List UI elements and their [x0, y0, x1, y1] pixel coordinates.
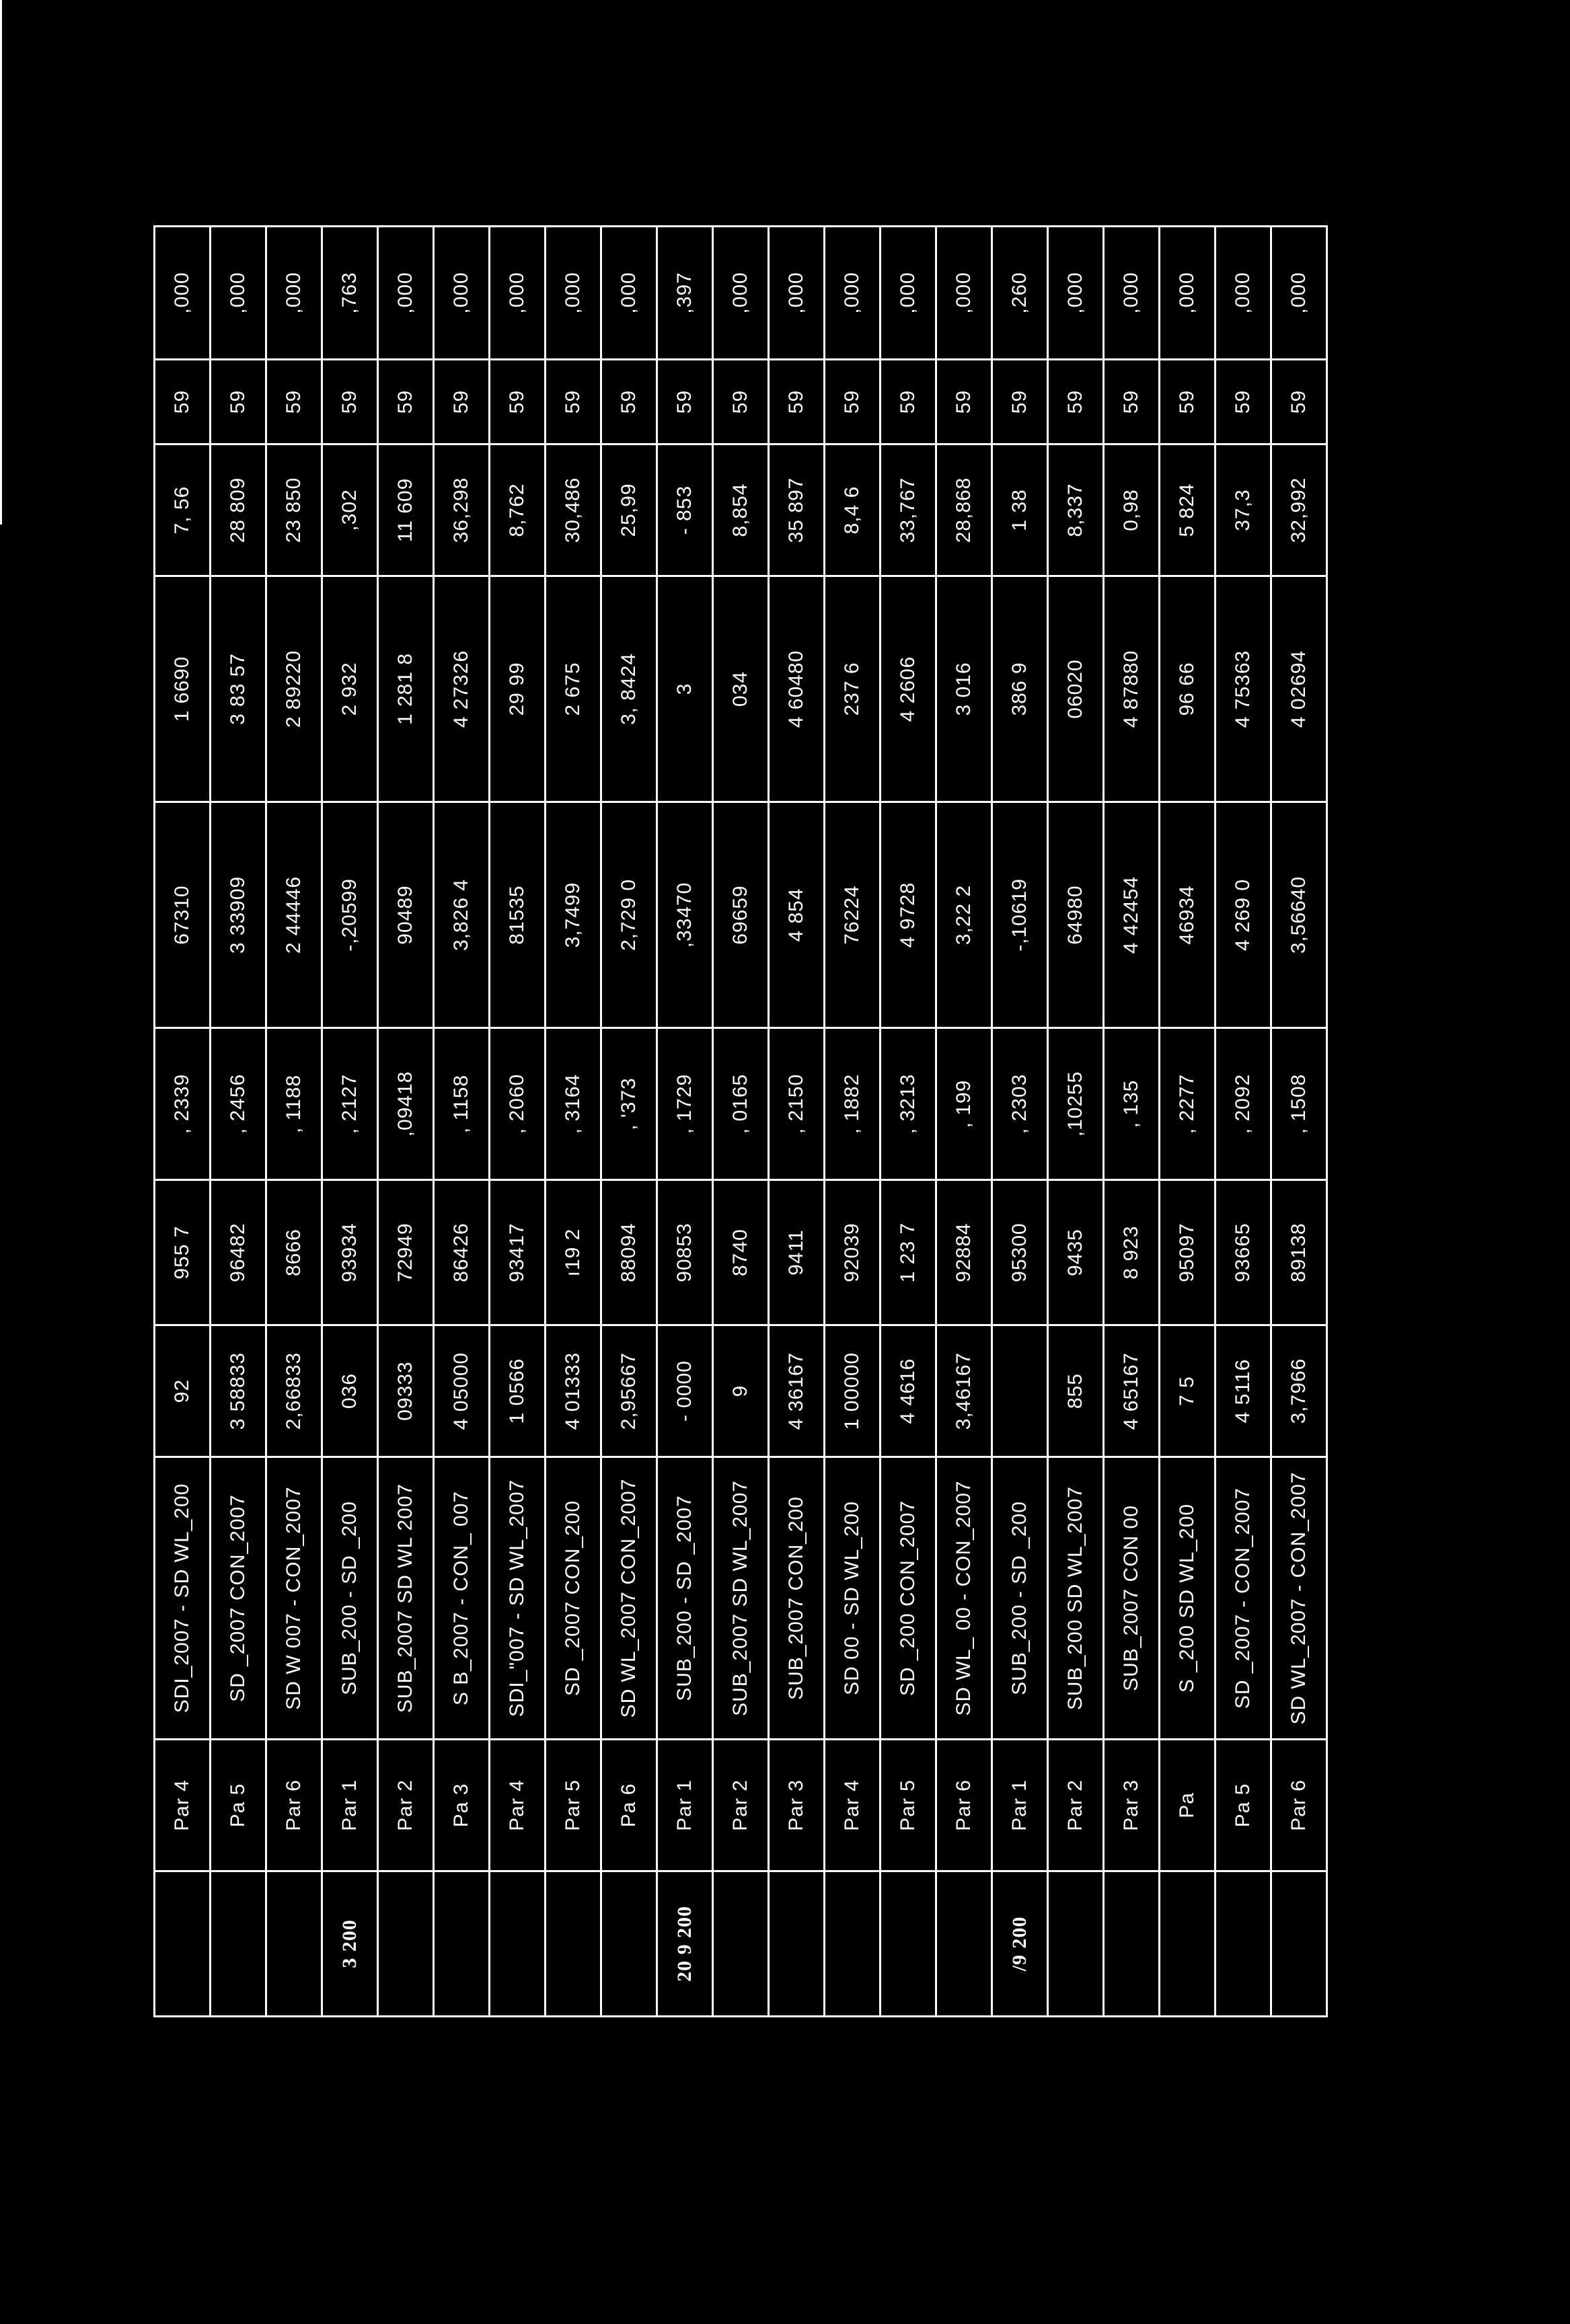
left-edge-line — [0, 0, 2, 525]
table-row — [155, 227, 211, 2017]
value-cell-1: 3,7966 — [1271, 1325, 1327, 1457]
value-cell-5: 2 675 — [546, 576, 601, 802]
comparison-cell: SD _2007 CON_2007 — [211, 1457, 266, 1740]
comparison-cell: SD W 007 - CON_2007 — [266, 1457, 322, 1740]
value-cell-6: 1 38 — [992, 444, 1048, 576]
value-cell-3: , 135 — [1104, 1028, 1160, 1180]
value-cell-4: 3,22 2 — [936, 802, 992, 1028]
comparison-cell: SD _2007 - CON_2007 — [1216, 1457, 1271, 1740]
value-cell-7: 59 — [769, 360, 825, 444]
value-cell-1: 2,95667 — [601, 1325, 657, 1457]
value-cell-3: , 2060 — [490, 1028, 546, 1180]
value-cell-8: ,000 — [1271, 227, 1327, 360]
value-cell-5: 29 99 — [490, 576, 546, 802]
value-cell-1: 855 — [1048, 1325, 1104, 1457]
value-cell-1: 2,66833 — [266, 1325, 322, 1457]
value-cell-3: , 1882 — [825, 1028, 881, 1180]
value-cell-2: 8740 — [713, 1180, 769, 1325]
value-cell-3: , 2456 — [211, 1028, 266, 1180]
value-cell-1: 4 4616 — [881, 1325, 936, 1457]
value-cell-7: 59 — [211, 360, 266, 444]
value-cell-2: 93417 — [490, 1180, 546, 1325]
value-cell-4: 76224 — [825, 802, 881, 1028]
value-cell-7: 59 — [1271, 360, 1327, 444]
value-cell-2: 86426 — [434, 1180, 490, 1325]
value-cell-1: 09333 — [378, 1325, 434, 1457]
date-cell: /9 200 — [992, 1871, 1048, 2017]
date-cell — [434, 1871, 490, 2017]
date-cell — [601, 1871, 657, 2017]
value-cell-6: ,302 — [322, 444, 378, 576]
value-cell-6: 0,98 — [1104, 444, 1160, 576]
value-cell-7: 59 — [266, 360, 322, 444]
value-cell-2: ı19 2 — [546, 1180, 601, 1325]
value-cell-7: 59 — [546, 360, 601, 444]
pair-cell: Par 5 — [881, 1740, 936, 1871]
value-cell-1: 4 36167 — [769, 1325, 825, 1457]
value-cell-2: 8666 — [266, 1180, 322, 1325]
value-cell-6: 33,767 — [881, 444, 936, 576]
pair-cell: Par 1 — [992, 1740, 1048, 1871]
value-cell-5: 386 9 — [992, 576, 1048, 802]
value-cell-2: 96482 — [211, 1180, 266, 1325]
value-cell-5: 4 60480 — [769, 576, 825, 802]
value-cell-4: 4 42454 — [1104, 802, 1160, 1028]
value-cell-5: 4 27326 — [434, 576, 490, 802]
value-cell-1: 7 5 — [1160, 1325, 1216, 1457]
value-cell-8: ,000 — [1048, 227, 1104, 360]
value-cell-6: 11 609 — [378, 444, 434, 576]
value-cell-8: ,000 — [490, 227, 546, 360]
pair-cell: Pa 5 — [1216, 1740, 1271, 1871]
value-cell-8: ,260 — [992, 227, 1048, 360]
value-cell-4: 3,56640 — [1271, 802, 1327, 1028]
value-cell-7: 59 — [936, 360, 992, 444]
value-cell-3: , 0165 — [713, 1028, 769, 1180]
table-row — [378, 227, 434, 2017]
comparison-cell: SUB_200 - SD _200 — [322, 1457, 378, 1740]
value-cell-4: 69659 — [713, 802, 769, 1028]
value-cell-1: 9 — [713, 1325, 769, 1457]
statistics-table — [153, 225, 1328, 2017]
date-cell — [1160, 1871, 1216, 2017]
date-cell — [936, 1871, 992, 2017]
value-cell-8: ,763 — [322, 227, 378, 360]
value-cell-1: 92 — [155, 1325, 211, 1457]
table-row — [546, 227, 601, 2017]
comparison-cell: SD WL_2007 CON_2007 — [601, 1457, 657, 1740]
value-cell-5: 237 6 — [825, 576, 881, 802]
pair-cell: Pa 5 — [211, 1740, 266, 1871]
table-row — [434, 227, 490, 2017]
value-cell-4: 4 9728 — [881, 802, 936, 1028]
value-cell-4: 2,729 0 — [601, 802, 657, 1028]
value-cell-7: 59 — [1048, 360, 1104, 444]
value-cell-4: 3,826 4 — [434, 802, 490, 1028]
value-cell-3: ,09418 — [378, 1028, 434, 1180]
pair-cell: Par 1 — [657, 1740, 713, 1871]
pair-cell: Par 3 — [769, 1740, 825, 1871]
pair-cell: Par 6 — [936, 1740, 992, 1871]
date-cell — [1104, 1871, 1160, 2017]
date-cell — [713, 1871, 769, 2017]
value-cell-8: ,000 — [881, 227, 936, 360]
date-cell: 3 200 — [322, 1871, 378, 2017]
pair-cell: Par 3 — [1104, 1740, 1160, 1871]
value-cell-3: , 3164 — [546, 1028, 601, 1180]
table-row — [1048, 227, 1104, 2017]
comparison-cell: SDI_"007 - SD WL_2007 — [490, 1457, 546, 1740]
pair-cell: Par 4 — [490, 1740, 546, 1871]
value-cell-3: , 1158 — [434, 1028, 490, 1180]
comparison-cell: SD _200 CON_2007 — [881, 1457, 936, 1740]
value-cell-5: 06020 — [1048, 576, 1104, 802]
value-cell-8: ,000 — [211, 227, 266, 360]
value-cell-4: 4 854 — [769, 802, 825, 1028]
value-cell-7: 59 — [1104, 360, 1160, 444]
value-cell-8: ,000 — [546, 227, 601, 360]
date-cell: 20 9 200 — [657, 1871, 713, 2017]
value-cell-4: 3,7499 — [546, 802, 601, 1028]
value-cell-4: 3 33909 — [211, 802, 266, 1028]
comparison-cell: S B_2007 - CON_ 007 — [434, 1457, 490, 1740]
value-cell-5: 1 6690 — [155, 576, 211, 802]
value-cell-4: -,20599 — [322, 802, 378, 1028]
pair-cell: Par 6 — [1271, 1740, 1327, 1871]
value-cell-8: ,000 — [601, 227, 657, 360]
value-cell-7: 59 — [490, 360, 546, 444]
value-cell-6: 30,486 — [546, 444, 601, 576]
comparison-cell: SD 00 - SD WL_200 — [825, 1457, 881, 1740]
value-cell-5: 3 — [657, 576, 713, 802]
rotated-table-container — [153, 227, 1310, 2017]
table-row — [601, 227, 657, 2017]
table-row — [657, 227, 713, 2017]
value-cell-4: 4 269 0 — [1216, 802, 1271, 1028]
value-cell-4: 64980 — [1048, 802, 1104, 1028]
value-cell-3: , 1729 — [657, 1028, 713, 1180]
value-cell-8: ,000 — [1216, 227, 1271, 360]
value-cell-6: 23 850 — [266, 444, 322, 576]
table-row — [769, 227, 825, 2017]
pair-cell: Par 1 — [322, 1740, 378, 1871]
value-cell-3: , 2339 — [155, 1028, 211, 1180]
value-cell-2: 1 23 7 — [881, 1180, 936, 1325]
value-cell-2: 95300 — [992, 1180, 1048, 1325]
table-row — [490, 227, 546, 2017]
table-row — [1271, 227, 1327, 2017]
value-cell-5: 3, 8424 — [601, 576, 657, 802]
comparison-cell: SUB_200 - SD _2007 — [657, 1457, 713, 1740]
value-cell-2: 92884 — [936, 1180, 992, 1325]
value-cell-3: , 2127 — [322, 1028, 378, 1180]
pair-cell: Par 4 — [155, 1740, 211, 1871]
date-cell — [490, 1871, 546, 2017]
table-row — [322, 227, 378, 2017]
value-cell-6: 28 809 — [211, 444, 266, 576]
value-cell-5: 2 89220 — [266, 576, 322, 802]
comparison-cell: SUB_200 - SD _200 — [992, 1457, 1048, 1740]
value-cell-4: -,10619 — [992, 802, 1048, 1028]
pair-cell: Pa 3 — [434, 1740, 490, 1871]
value-cell-4: 46934 — [1160, 802, 1216, 1028]
table-row — [1216, 227, 1271, 2017]
table-row — [266, 227, 322, 2017]
comparison-cell: SDI_2007 - SD WL_200 — [155, 1457, 211, 1740]
table-row — [1104, 227, 1160, 2017]
value-cell-2: 72949 — [378, 1180, 434, 1325]
value-cell-8: ,397 — [657, 227, 713, 360]
value-cell-3: ,10255 — [1048, 1028, 1104, 1180]
date-cell — [1216, 1871, 1271, 2017]
value-cell-7: 59 — [657, 360, 713, 444]
value-cell-3: , 1188 — [266, 1028, 322, 1180]
pair-cell: Pa 6 — [601, 1740, 657, 1871]
value-cell-1: 4 5116 — [1216, 1325, 1271, 1457]
table-body — [155, 227, 1327, 2017]
value-cell-1: - 0000 — [657, 1325, 713, 1457]
value-cell-5: 3 83 57 — [211, 576, 266, 802]
comparison-cell: SD WL_2007 - CON_2007 — [1271, 1457, 1327, 1740]
value-cell-6: 37,3 — [1216, 444, 1271, 576]
pair-cell: Par 4 — [825, 1740, 881, 1871]
value-cell-4: ,33470 — [657, 802, 713, 1028]
value-cell-5: 1 281 8 — [378, 576, 434, 802]
value-cell-8: ,000 — [936, 227, 992, 360]
value-cell-5: 96 66 — [1160, 576, 1216, 802]
value-cell-1: 036 — [322, 1325, 378, 1457]
value-cell-2: 93934 — [322, 1180, 378, 1325]
value-cell-6: 8,854 — [713, 444, 769, 576]
value-cell-8: ,000 — [769, 227, 825, 360]
value-cell-4: 67310 — [155, 802, 211, 1028]
value-cell-3: , 3213 — [881, 1028, 936, 1180]
value-cell-7: 59 — [155, 360, 211, 444]
value-cell-7: 59 — [825, 360, 881, 444]
value-cell-7: 59 — [322, 360, 378, 444]
value-cell-2: 88094 — [601, 1180, 657, 1325]
value-cell-2: 955 7 — [155, 1180, 211, 1325]
comparison-cell: SUB_2007 SD WL_2007 — [713, 1457, 769, 1740]
comparison-cell: SUB_200 SD WL_2007 — [1048, 1457, 1104, 1740]
value-cell-8: ,000 — [434, 227, 490, 360]
value-cell-5: 4 2606 — [881, 576, 936, 802]
value-cell-4: 2 44446 — [266, 802, 322, 1028]
value-cell-7: 59 — [713, 360, 769, 444]
value-cell-3: , 199 — [936, 1028, 992, 1180]
value-cell-8: ,000 — [266, 227, 322, 360]
value-cell-3: , '373 — [601, 1028, 657, 1180]
value-cell-8: ,000 — [155, 227, 211, 360]
value-cell-3: , 2277 — [1160, 1028, 1216, 1180]
value-cell-6: 8,4 6 — [825, 444, 881, 576]
value-cell-6: 32,992 — [1271, 444, 1327, 576]
comparison-cell: SUB_2007 CON_200 — [769, 1457, 825, 1740]
pair-cell: Par 2 — [378, 1740, 434, 1871]
value-cell-2: 93665 — [1216, 1180, 1271, 1325]
pair-cell: Par 2 — [713, 1740, 769, 1871]
value-cell-2: 95097 — [1160, 1180, 1216, 1325]
date-cell — [211, 1871, 266, 2017]
value-cell-1: 1 00000 — [825, 1325, 881, 1457]
table-row — [825, 227, 881, 2017]
comparison-cell: SD WL_ 00 - CON_2007 — [936, 1457, 992, 1740]
value-cell-7: 59 — [992, 360, 1048, 444]
value-cell-1 — [992, 1325, 1048, 1457]
table-row — [713, 227, 769, 2017]
date-cell — [769, 1871, 825, 2017]
date-cell — [546, 1871, 601, 2017]
date-cell — [266, 1871, 322, 2017]
value-cell-7: 59 — [378, 360, 434, 444]
date-cell — [1271, 1871, 1327, 2017]
value-cell-6: 5 824 — [1160, 444, 1216, 576]
value-cell-4: 90489 — [378, 802, 434, 1028]
table-row — [881, 227, 936, 2017]
value-cell-2: 9411 — [769, 1180, 825, 1325]
comparison-cell: S _200 SD WL_200 — [1160, 1457, 1216, 1740]
value-cell-5: 2 932 — [322, 576, 378, 802]
value-cell-6: 28,868 — [936, 444, 992, 576]
value-cell-4: 81535 — [490, 802, 546, 1028]
value-cell-2: 90853 — [657, 1180, 713, 1325]
comparison-cell: SUB_2007 CON 00 — [1104, 1457, 1160, 1740]
pair-cell: Par 2 — [1048, 1740, 1104, 1871]
value-cell-3: , 2092 — [1216, 1028, 1271, 1180]
date-cell — [1048, 1871, 1104, 2017]
value-cell-8: ,000 — [1160, 227, 1216, 360]
value-cell-7: 59 — [434, 360, 490, 444]
table-row — [992, 227, 1048, 2017]
value-cell-7: 59 — [1160, 360, 1216, 444]
value-cell-5: 4 87880 — [1104, 576, 1160, 802]
value-cell-6: 7, 56 — [155, 444, 211, 576]
value-cell-5: 4 02694 — [1271, 576, 1327, 802]
value-cell-7: 59 — [881, 360, 936, 444]
pair-cell: Par 5 — [546, 1740, 601, 1871]
value-cell-1: 4 65167 — [1104, 1325, 1160, 1457]
value-cell-8: ,000 — [713, 227, 769, 360]
value-cell-7: 59 — [1216, 360, 1271, 444]
value-cell-8: ,000 — [378, 227, 434, 360]
value-cell-6: 8,762 — [490, 444, 546, 576]
date-cell — [881, 1871, 936, 2017]
comparison-cell: SUB_2007 SD WL 2007 — [378, 1457, 434, 1740]
value-cell-6: 36,298 — [434, 444, 490, 576]
pair-cell: Pa — [1160, 1740, 1216, 1871]
value-cell-2: 9435 — [1048, 1180, 1104, 1325]
value-cell-2: 89138 — [1271, 1180, 1327, 1325]
value-cell-2: 92039 — [825, 1180, 881, 1325]
table-row — [211, 227, 266, 2017]
table-row — [1160, 227, 1216, 2017]
value-cell-1: 3 58833 — [211, 1325, 266, 1457]
value-cell-3: , 2150 — [769, 1028, 825, 1180]
value-cell-6: 25,99 — [601, 444, 657, 576]
value-cell-1: 3,46167 — [936, 1325, 992, 1457]
date-cell — [825, 1871, 881, 2017]
value-cell-6: - 853 — [657, 444, 713, 576]
value-cell-5: 4 75363 — [1216, 576, 1271, 802]
value-cell-6: 35 897 — [769, 444, 825, 576]
table-row — [936, 227, 992, 2017]
date-cell — [155, 1871, 211, 2017]
value-cell-6: 8,337 — [1048, 444, 1104, 576]
value-cell-5: 3 016 — [936, 576, 992, 802]
comparison-cell: SD _2007 CON_200 — [546, 1457, 601, 1740]
value-cell-8: ,000 — [1104, 227, 1160, 360]
value-cell-3: , 1508 — [1271, 1028, 1327, 1180]
value-cell-2: 8 923 — [1104, 1180, 1160, 1325]
date-cell — [378, 1871, 434, 2017]
pair-cell: Par 6 — [266, 1740, 322, 1871]
value-cell-5: 034 — [713, 576, 769, 802]
value-cell-7: 59 — [601, 360, 657, 444]
value-cell-1: 4 05000 — [434, 1325, 490, 1457]
value-cell-8: ,000 — [825, 227, 881, 360]
value-cell-1: 1 0566 — [490, 1325, 546, 1457]
value-cell-3: , 2303 — [992, 1028, 1048, 1180]
value-cell-1: 4 01333 — [546, 1325, 601, 1457]
